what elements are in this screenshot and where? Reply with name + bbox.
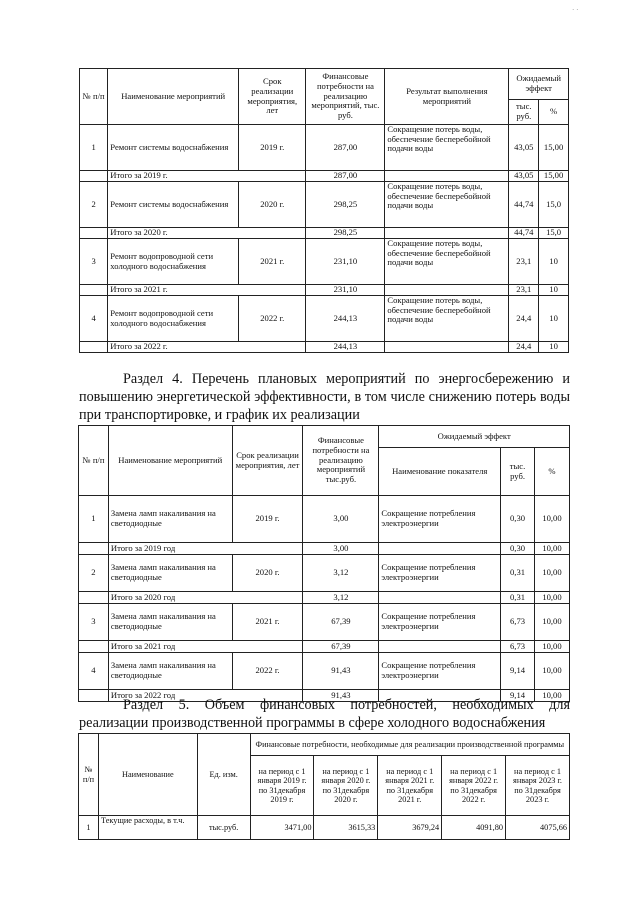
row-year: 2019 г.	[239, 125, 306, 171]
row-num: 2	[80, 182, 108, 228]
row-indicator: Сокращение потребления электроэнергии	[379, 604, 501, 641]
total-empty	[80, 342, 108, 353]
row-amount: 287,00	[306, 125, 385, 171]
total-amount: 244,13	[306, 342, 385, 353]
section-5-heading	[79, 696, 570, 732]
row-rub: 6,73	[501, 604, 535, 641]
col-header-name: Наименование мероприятий	[108, 69, 239, 125]
col-header-effect: Ожидаемый эффект	[509, 69, 569, 100]
total-rub: 0,30	[501, 543, 535, 555]
row-result: Сокращение потерь воды, обеспечение бесперебойной подачи воды	[385, 296, 509, 342]
total-rub: 23,1	[509, 285, 539, 296]
total-amount: 231,10	[306, 285, 385, 296]
row-pct: 15,00	[539, 125, 569, 171]
col-header-indicator: Наименование показателя	[379, 448, 501, 496]
total-pct: 10	[539, 342, 569, 353]
col-header-period: на период с 1 января 2021 г. по 31декабря 2021 г.	[378, 756, 442, 816]
row-num: 3	[80, 239, 108, 285]
row-year: 2020 г.	[232, 555, 303, 592]
total-label: Итого за 2022 г.	[108, 342, 306, 353]
row-rub: 43,05	[509, 125, 539, 171]
total-rub: 6,73	[501, 641, 535, 653]
row-amount: 3,12	[303, 555, 379, 592]
total-empty	[385, 285, 509, 296]
row-amount: 3,00	[303, 496, 379, 543]
total-label: Итого за 2022 год	[108, 690, 303, 702]
row-name: Замена ламп накаливания на светодиодные	[108, 496, 232, 543]
row-name: Ремонт системы водоснабжения	[108, 125, 239, 171]
col-header-finance: Финансовые потребности, необходимые для реализации производственной программы	[250, 734, 569, 756]
row-name: Ремонт водопроводной сети холодного водоснабжения	[108, 239, 239, 285]
row-value: 3471,00	[250, 816, 314, 840]
row-num: 1	[79, 816, 99, 840]
section-4-heading	[79, 370, 570, 424]
col-header-unit-pct: %	[539, 100, 569, 125]
total-pct: 15,0	[539, 228, 569, 239]
row-year: 2022 г.	[239, 296, 306, 342]
row-result: Сокращение потерь воды, обеспечение бесперебойной подачи воды	[385, 239, 509, 285]
row-rub: 0,30	[501, 496, 535, 543]
row-name: Замена ламп накаливания на светодиодные	[108, 604, 232, 641]
total-label: Итого за 2019 год	[108, 543, 303, 555]
total-empty	[379, 641, 501, 653]
total-pct: 10,00	[534, 543, 569, 555]
row-result: Сокращение потерь воды, обеспечение бесперебойной подачи воды	[385, 182, 509, 228]
total-rub: 0,31	[501, 592, 535, 604]
scan-mark: · ·	[572, 6, 579, 14]
row-year: 2019 г.	[232, 496, 303, 543]
col-header-name: Наименование	[98, 734, 197, 816]
col-header-num: № п/п	[79, 734, 99, 816]
row-value: 3615,33	[314, 816, 378, 840]
col-header-num: № п/п	[80, 69, 108, 125]
row-rub: 44,74	[509, 182, 539, 228]
row-pct: 15,0	[539, 182, 569, 228]
row-rub: 24,4	[509, 296, 539, 342]
total-empty	[385, 228, 509, 239]
total-amount: 3,12	[303, 592, 379, 604]
col-header-period: на период с 1 января 2020 г. по 31декабря 2020 г.	[314, 756, 378, 816]
row-num: 1	[79, 496, 109, 543]
total-label: Итого за 2020 г.	[108, 228, 306, 239]
row-indicator: Сокращение потребления электроэнергии	[379, 653, 501, 690]
col-header-result: Результат выполнения мероприятий	[385, 69, 509, 125]
row-name: Ремонт водопроводной сети холодного водоснабжения	[108, 296, 239, 342]
col-header-term: Срок реализации мероприятия, лет	[232, 426, 303, 496]
col-header-period: на период с 1 января 2019 г. по 31декабря 2019 г.	[250, 756, 314, 816]
row-pct: 10,00	[534, 604, 569, 641]
total-label: Итого за 2021 г.	[108, 285, 306, 296]
total-pct: 10	[539, 285, 569, 296]
total-empty	[80, 228, 108, 239]
total-empty	[80, 285, 108, 296]
row-unit: тыс.руб.	[197, 816, 250, 840]
total-amount: 287,00	[306, 171, 385, 182]
col-header-effect: Ожидаемый эффект	[379, 426, 570, 448]
total-rub: 24,4	[509, 342, 539, 353]
row-pct: 10,00	[534, 653, 569, 690]
total-pct: 15,00	[539, 171, 569, 182]
row-amount: 91,43	[303, 653, 379, 690]
row-amount: 298,25	[306, 182, 385, 228]
row-amount: 231,10	[306, 239, 385, 285]
total-empty	[385, 342, 509, 353]
section-5-title: Раздел 5. Объем финансовых потребностей, необходимых для реализации производственной программы в сфере холодного водоснабжения	[79, 697, 570, 731]
row-rub: 0,31	[501, 555, 535, 592]
total-amount: 3,00	[303, 543, 379, 555]
row-num: 4	[80, 296, 108, 342]
row-result: Сокращение потерь воды, обеспечение бесперебойной подачи воды	[385, 125, 509, 171]
col-header-unit-pct: %	[534, 448, 569, 496]
row-year: 2021 г.	[239, 239, 306, 285]
row-pct: 10	[539, 296, 569, 342]
row-num: 3	[79, 604, 109, 641]
col-header-name: Наименование мероприятий	[108, 426, 232, 496]
row-year: 2021 г.	[232, 604, 303, 641]
col-header-unit: Ед. изм.	[197, 734, 250, 816]
row-indicator: Сокращение потребления электроэнергии	[379, 555, 501, 592]
total-empty	[379, 592, 501, 604]
total-rub: 44,74	[509, 228, 539, 239]
col-header-period: на период с 1 января 2023 г. по 31декабря 2023 г.	[506, 756, 570, 816]
table-energy-saving-measures	[78, 425, 570, 702]
col-header-finance: Финансовые потребности на реализацию мероприятий, тыс. руб.	[306, 69, 385, 125]
total-empty	[80, 171, 108, 182]
row-year: 2020 г.	[239, 182, 306, 228]
table-financial-needs	[78, 733, 570, 840]
row-rub: 23,1	[509, 239, 539, 285]
total-label: Итого за 2019 г.	[108, 171, 306, 182]
row-year: 2022 г.	[232, 653, 303, 690]
total-amount: 298,25	[306, 228, 385, 239]
col-header-num: № п/п	[79, 426, 109, 496]
row-name: Замена ламп накаливания на светодиодные	[108, 653, 232, 690]
row-rub: 9,14	[501, 653, 535, 690]
row-indicator: Сокращение потребления электроэнергии	[379, 496, 501, 543]
row-value: 3679,24	[378, 816, 442, 840]
row-num: 1	[80, 125, 108, 171]
col-header-unit-rub: тыс. руб.	[501, 448, 535, 496]
row-pct: 10,00	[534, 555, 569, 592]
row-name: Замена ламп накаливания на светодиодные	[108, 555, 232, 592]
row-name: Текущие расходы, в т.ч.	[98, 816, 197, 840]
total-amount: 91,43	[303, 690, 379, 702]
total-rub: 9,14	[501, 690, 535, 702]
row-name: Ремонт системы водоснабжения	[108, 182, 239, 228]
total-empty	[79, 641, 109, 653]
row-amount: 67,39	[303, 604, 379, 641]
row-value: 4075,66	[506, 816, 570, 840]
row-value: 4091,80	[442, 816, 506, 840]
col-header-unit-rub: тыс. руб.	[509, 100, 539, 125]
total-label: Итого за 2020 год	[108, 592, 303, 604]
row-amount: 244,13	[306, 296, 385, 342]
table-water-supply-measures	[79, 68, 569, 353]
total-label: Итого за 2021 год	[108, 641, 303, 653]
total-pct: 10,00	[534, 592, 569, 604]
total-empty	[385, 171, 509, 182]
row-pct: 10,00	[534, 496, 569, 543]
total-amount: 67,39	[303, 641, 379, 653]
total-empty	[79, 543, 109, 555]
row-num: 4	[79, 653, 109, 690]
col-header-period: на период с 1 января 2022 г. по 31декабря 2022 г.	[442, 756, 506, 816]
total-pct: 10,00	[534, 641, 569, 653]
total-rub: 43,05	[509, 171, 539, 182]
col-header-finance: Финансовые потребности на реализацию мероприятий тыс.руб.	[303, 426, 379, 496]
col-header-term: Срок реализации мероприятия, лет	[239, 69, 306, 125]
row-num: 2	[79, 555, 109, 592]
section-4-title: Раздел 4. Перечень плановых мероприятий по энергосбережению и повышению энергетической эффективности, в том числе снижению потерь воды при транспортировке, и график их реализации	[79, 371, 570, 423]
total-empty	[379, 543, 501, 555]
total-pct: 10,00	[534, 690, 569, 702]
row-pct: 10	[539, 239, 569, 285]
total-empty	[79, 592, 109, 604]
